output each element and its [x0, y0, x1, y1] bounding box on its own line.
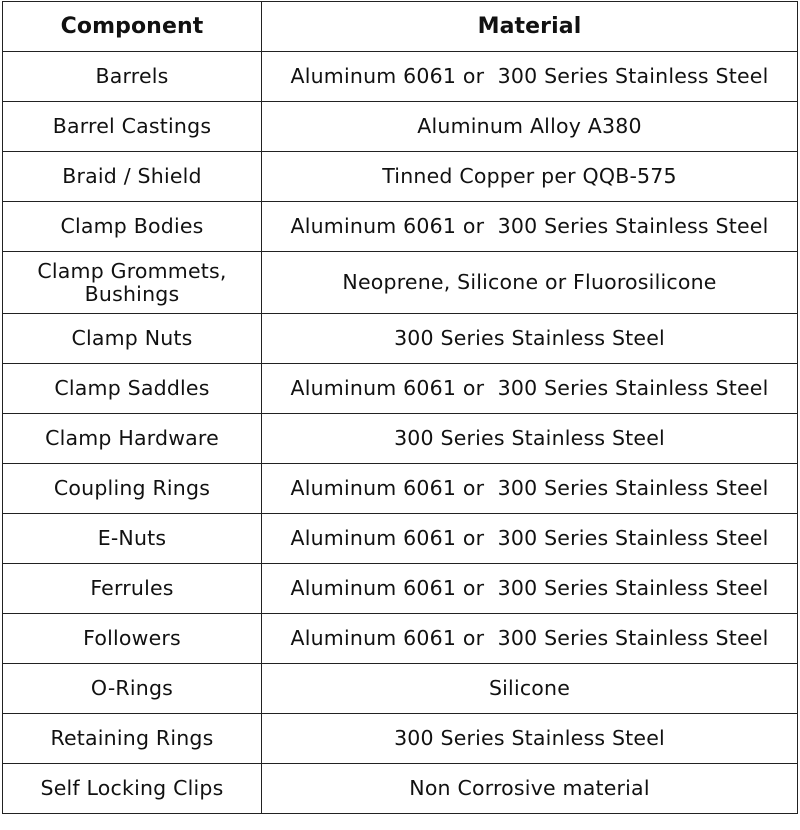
table-row [3, 102, 798, 152]
component-cell: Coupling Rings [3, 464, 262, 514]
component-cell: Ferrules [3, 564, 262, 614]
material-column-header: Material [262, 2, 798, 52]
material-cell: 300 Series Stainless Steel [262, 414, 798, 464]
material-cell: Aluminum 6061 or 300 Series Stainless Steel [262, 464, 798, 514]
component-cell: Barrels [3, 52, 262, 102]
material-cell: Aluminum 6061 or 300 Series Stainless Steel [262, 514, 798, 564]
component-cell: Followers [3, 614, 262, 664]
component-cell: Clamp Hardware [3, 414, 262, 464]
component-cell: Self Locking Clips [3, 764, 262, 814]
header-row [3, 2, 798, 52]
material-cell: 300 Series Stainless Steel [262, 714, 798, 764]
component-cell: O-Rings [3, 664, 262, 714]
table-row [3, 564, 798, 614]
table-row [3, 152, 798, 202]
table-row [3, 202, 798, 252]
table-row [3, 252, 798, 314]
table-row [3, 614, 798, 664]
table-row [3, 464, 798, 514]
material-cell: Aluminum 6061 or 300 Series Stainless Steel [262, 564, 798, 614]
component-cell: Retaining Rings [3, 714, 262, 764]
table-row [3, 664, 798, 714]
material-cell: Aluminum 6061 or 300 Series Stainless Steel [262, 202, 798, 252]
table-row [3, 52, 798, 102]
material-cell: Neoprene, Silicone or Fluorosilicone [262, 252, 798, 314]
material-cell: Tinned Copper per QQB-575 [262, 152, 798, 202]
table-row [3, 764, 798, 814]
material-cell: Aluminum 6061 or 300 Series Stainless Steel [262, 364, 798, 414]
component-cell: Braid / Shield [3, 152, 262, 202]
material-cell: Aluminum Alloy A380 [262, 102, 798, 152]
table-row [3, 714, 798, 764]
table-row [3, 364, 798, 414]
component-column-header: Component [3, 2, 262, 52]
material-cell: 300 Series Stainless Steel [262, 314, 798, 364]
table-row [3, 414, 798, 464]
material-cell: Non Corrosive material [262, 764, 798, 814]
table-row [3, 314, 798, 364]
component-cell: E-Nuts [3, 514, 262, 564]
component-line-2: Bushings [84, 281, 180, 306]
component-cell: Clamp Bodies [3, 202, 262, 252]
component-line-1: Clamp Grommets, [37, 258, 227, 283]
materials-table [2, 1, 798, 814]
material-cell: Aluminum 6061 or 300 Series Stainless Steel [262, 614, 798, 664]
table-row [3, 514, 798, 564]
component-cell: Clamp Saddles [3, 364, 262, 414]
material-cell: Aluminum 6061 or 300 Series Stainless Steel [262, 52, 798, 102]
component-cell: Clamp Nuts [3, 314, 262, 364]
material-cell: Silicone [262, 664, 798, 714]
component-cell [3, 252, 262, 314]
component-cell: Barrel Castings [3, 102, 262, 152]
